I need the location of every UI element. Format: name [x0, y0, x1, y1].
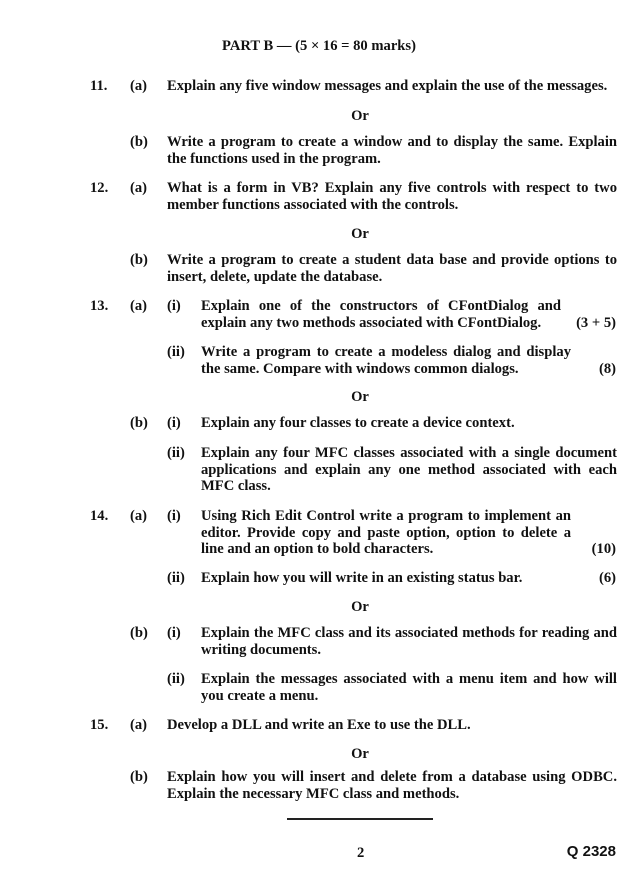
- subpart-label: (i): [167, 298, 181, 314]
- question-text: Explain any four MFC classes associated with a single document applications and explain any one method associated with each MFC class.: [201, 445, 617, 494]
- marks: (3 + 5): [576, 315, 616, 331]
- question-number: 11.: [90, 78, 108, 94]
- question-number: 14.: [90, 508, 109, 524]
- marks: (10): [591, 541, 616, 557]
- part-label: (b): [130, 134, 148, 150]
- question-text: Explain the MFC class and its associated methods for reading and writing documents.: [201, 625, 617, 658]
- subpart-label: (ii): [167, 445, 185, 461]
- subpart-label: (ii): [167, 570, 185, 586]
- question-text: Write a program to create a window and to display the same. Explain the functions used in the program.: [167, 134, 617, 167]
- question-number: 15.: [90, 717, 109, 733]
- question-text: Explain one of the constructors of CFontDialog and explain any two methods associated with CFontDialog.: [201, 298, 561, 331]
- part-label: (a): [130, 508, 148, 524]
- footer-divider: [287, 818, 433, 820]
- part-label: (b): [130, 769, 148, 785]
- part-heading: PART B — (5 × 16 = 80 marks): [222, 38, 416, 54]
- question-number: 12.: [90, 180, 109, 196]
- marks: (8): [598, 361, 616, 377]
- question-text: Explain any five window messages and explain the use of the messages.: [167, 78, 608, 94]
- question-text: Using Rich Edit Control write a program to implement an editor. Provide copy and paste option, option to delete a line and an option to bold characters.: [201, 508, 571, 557]
- question-text: Explain how you will insert and delete from a database using ODBC. Explain the necessary MFC class and methods.: [167, 769, 617, 802]
- question-text: Develop a DLL and write an Exe to use the DLL.: [167, 717, 471, 733]
- part-label: (b): [130, 252, 148, 268]
- question-text: Explain any four classes to create a device context.: [201, 415, 515, 431]
- part-label: (a): [130, 717, 148, 733]
- or-separator: Or: [351, 389, 369, 405]
- paper-code: Q 2328: [566, 843, 616, 860]
- part-label: (a): [130, 78, 148, 94]
- part-label: (a): [130, 298, 148, 314]
- subpart-label: (ii): [167, 671, 185, 687]
- subpart-label: (i): [167, 415, 181, 431]
- or-separator: Or: [351, 226, 369, 242]
- part-label: (b): [130, 415, 148, 431]
- part-label: (a): [130, 180, 148, 196]
- question-number: 13.: [90, 298, 109, 314]
- part-label: (b): [130, 625, 148, 641]
- page-number: 2: [357, 845, 365, 861]
- question-text: Explain how you will write in an existing status bar.: [201, 570, 523, 586]
- or-separator: Or: [351, 599, 369, 615]
- subpart-label: (i): [167, 625, 181, 641]
- or-separator: Or: [351, 746, 369, 762]
- marks: (6): [598, 570, 616, 586]
- or-separator: Or: [351, 108, 369, 124]
- question-text: Write a program to create a modeless dialog and display the same. Compare with windows common dialogs.: [201, 344, 571, 377]
- subpart-label: (i): [167, 508, 181, 524]
- subpart-label: (ii): [167, 344, 185, 360]
- question-text: What is a form in VB? Explain any five controls with respect to two member functions associated with the controls.: [167, 180, 617, 213]
- question-text: Explain the messages associated with a menu item and how will you create a menu.: [201, 671, 617, 704]
- question-text: Write a program to create a student data base and provide options to insert, delete, update the database.: [167, 252, 617, 285]
